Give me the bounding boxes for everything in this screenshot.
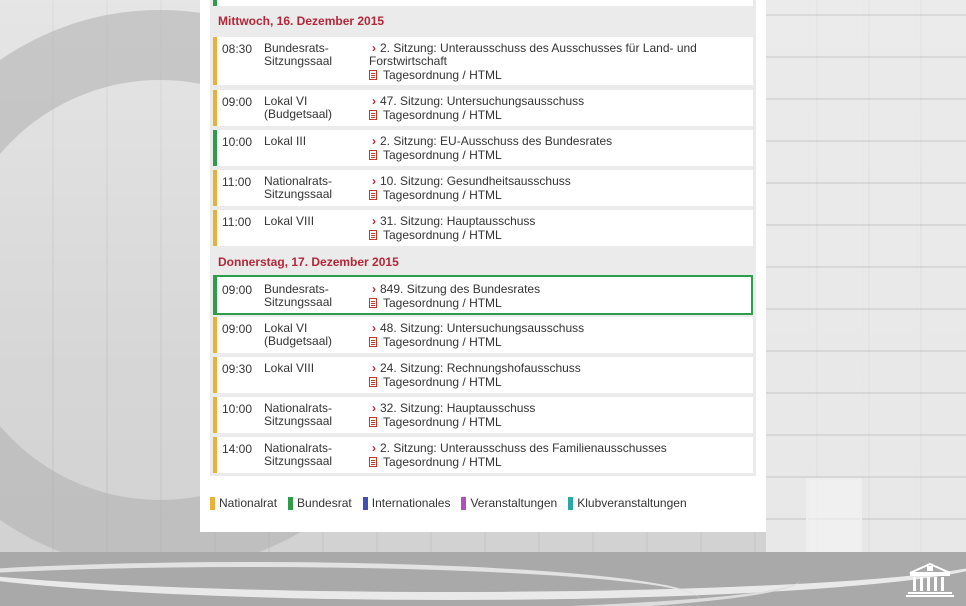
session-room: Lokal III xyxy=(264,134,307,148)
previous-row-stub xyxy=(213,0,753,6)
agenda-link[interactable]: Tagesordnung / HTML xyxy=(369,188,502,202)
session-time: 11:00 xyxy=(222,175,252,189)
session-title-link[interactable]: › 849. Sitzung des Bundesrates xyxy=(372,282,541,296)
session-title-link[interactable]: › 47. Sitzung: Untersuchungsausschuss xyxy=(372,94,585,108)
chevron-right-icon: › xyxy=(372,401,376,415)
calendar-row[interactable] xyxy=(213,210,753,246)
session-title-link[interactable]: › 32. Sitzung: Hauptausschuss xyxy=(372,401,536,415)
agenda-link[interactable]: Tagesordnung / HTML xyxy=(369,415,502,429)
session-room: Lokal VIII xyxy=(264,361,315,375)
legend-item-internationales: Internationales xyxy=(363,496,451,510)
session-time: 09:30 xyxy=(222,362,253,376)
session-time: 14:00 xyxy=(222,442,253,456)
document-icon xyxy=(369,417,377,427)
agenda-link[interactable]: Tagesordnung / HTML xyxy=(369,148,502,162)
agenda-link[interactable]: Tagesordnung / HTML xyxy=(369,375,502,389)
legend-swatch xyxy=(210,497,215,510)
document-icon xyxy=(369,457,377,467)
session-room: Bundesrats- Sitzungssaal xyxy=(264,41,333,68)
session-title-link[interactable]: › 10. Sitzung: Gesundheitsausschuss xyxy=(372,174,571,188)
calendar-row[interactable] xyxy=(213,90,753,126)
session-time: 10:00 xyxy=(222,135,253,149)
document-icon xyxy=(369,377,377,387)
day-heading: Mittwoch, 16. Dezember 2015 xyxy=(218,14,385,28)
chevron-right-icon: › xyxy=(372,174,376,188)
chevron-right-icon: › xyxy=(372,94,376,108)
session-title-link[interactable]: › 24. Sitzung: Rechnungshofausschuss xyxy=(372,361,581,375)
session-time: 08:30 xyxy=(222,42,253,56)
page-footer xyxy=(0,552,966,606)
chevron-right-icon: › xyxy=(372,134,376,148)
legend-item-nationalrat: Nationalrat xyxy=(210,496,277,510)
chevron-right-icon: › xyxy=(372,441,376,455)
session-title-link[interactable]: › 31. Sitzung: Hauptausschuss xyxy=(372,214,536,228)
document-icon xyxy=(369,110,377,120)
session-title-link[interactable]: › 2. Sitzung: EU-Ausschuss des Bundesrates xyxy=(372,134,613,148)
session-room: Nationalrats- Sitzungssaal xyxy=(264,174,333,201)
agenda-link[interactable]: Tagesordnung / HTML xyxy=(369,296,502,310)
agenda-link[interactable]: Tagesordnung / HTML xyxy=(369,455,502,469)
legend-swatch xyxy=(461,497,466,510)
session-room: Lokal VI (Budgetsaal) xyxy=(264,321,333,348)
document-icon xyxy=(369,230,377,240)
session-time: 09:00 xyxy=(222,95,253,109)
session-time: 09:00 xyxy=(222,322,253,336)
chevron-right-icon: › xyxy=(372,214,376,228)
document-icon xyxy=(369,298,377,308)
calendar-row[interactable] xyxy=(213,317,753,353)
agenda-link[interactable]: Tagesordnung / HTML xyxy=(369,108,502,122)
background-door xyxy=(806,478,862,562)
legend-item-veranstaltungen: Veranstaltungen xyxy=(461,496,557,510)
session-room: Lokal VI (Budgetsaal) xyxy=(264,94,333,121)
parliament-building-icon[interactable] xyxy=(906,562,954,598)
session-time: 09:00 xyxy=(222,283,253,297)
legend-swatch xyxy=(568,497,573,510)
document-icon xyxy=(369,190,377,200)
session-time: 11:00 xyxy=(222,215,252,229)
legend-item-bundesrat: Bundesrat xyxy=(288,496,352,510)
chevron-right-icon: › xyxy=(372,361,376,375)
calendar-row[interactable] xyxy=(213,170,753,206)
session-title-link[interactable]: › 2. Sitzung: Unterausschuss des Familienausschusses xyxy=(372,441,667,455)
background-windows xyxy=(766,0,966,560)
calendar-row[interactable] xyxy=(213,357,753,393)
session-time: 10:00 xyxy=(222,402,253,416)
day-heading: Donnerstag, 17. Dezember 2015 xyxy=(218,255,399,269)
legend xyxy=(210,496,698,510)
session-room: Bundesrats- Sitzungssaal xyxy=(264,282,333,309)
document-icon xyxy=(369,70,377,80)
agenda-link[interactable]: Tagesordnung / HTML xyxy=(369,228,502,242)
document-icon xyxy=(369,337,377,347)
session-room: Nationalrats- Sitzungssaal xyxy=(264,441,333,468)
session-room: Nationalrats- Sitzungssaal xyxy=(264,401,333,428)
chevron-right-icon: › xyxy=(372,282,376,296)
session-title-link[interactable]: › 2. Sitzung: Unterausschuss des Ausschusses für Land- und Forstwirtschaft xyxy=(369,41,697,68)
chevron-right-icon: › xyxy=(372,321,376,335)
calendar-row[interactable] xyxy=(213,37,753,85)
legend-item-klubveranstaltungen: Klubveranstaltungen xyxy=(568,496,686,510)
agenda-link[interactable]: Tagesordnung / HTML xyxy=(369,68,502,82)
calendar-row[interactable] xyxy=(213,130,753,166)
legend-swatch xyxy=(288,497,293,510)
calendar-row[interactable] xyxy=(213,275,753,315)
agenda-link[interactable]: Tagesordnung / HTML xyxy=(369,335,502,349)
document-icon xyxy=(369,150,377,160)
legend-swatch xyxy=(363,497,368,510)
session-title-link[interactable]: › 48. Sitzung: Untersuchungsausschuss xyxy=(372,321,585,335)
calendar-row[interactable] xyxy=(213,437,753,473)
session-room: Lokal VIII xyxy=(264,214,315,228)
calendar-list xyxy=(210,0,756,476)
chevron-right-icon: › xyxy=(372,41,376,55)
calendar-panel xyxy=(200,0,766,532)
calendar-row[interactable] xyxy=(213,397,753,433)
